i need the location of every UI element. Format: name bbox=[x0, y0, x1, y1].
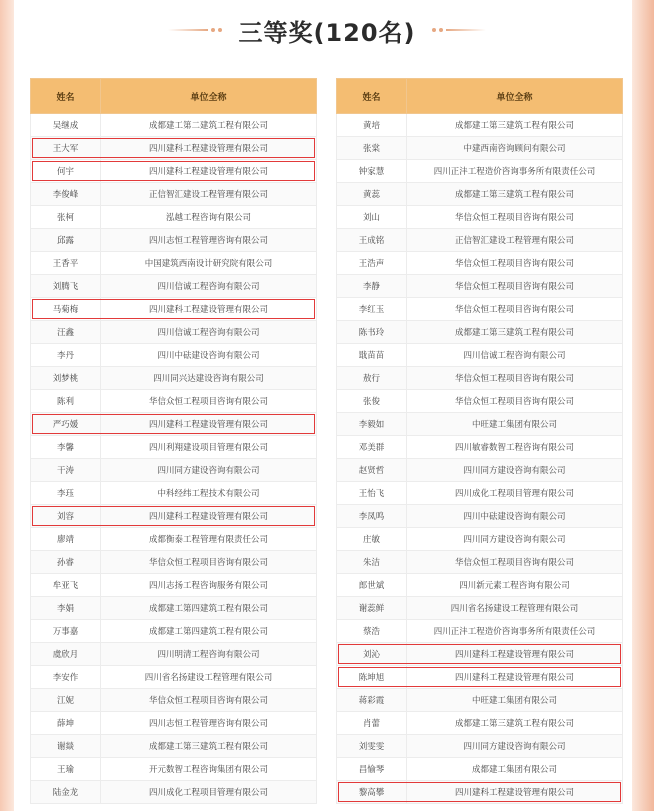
unit-name: 正信智汇建设工程管理有限公司 bbox=[407, 229, 623, 252]
person-name: 张俊 bbox=[337, 390, 407, 413]
person-name: 李俊峰 bbox=[31, 183, 101, 206]
table-row bbox=[337, 689, 623, 712]
column-header-unit: 单位全称 bbox=[101, 79, 317, 114]
table-row bbox=[31, 413, 317, 436]
unit-name: 四川明清工程咨询有限公司 bbox=[101, 643, 317, 666]
table-row bbox=[31, 160, 317, 183]
table-row bbox=[31, 505, 317, 528]
person-name: 戢苗苗 bbox=[337, 344, 407, 367]
unit-name: 成都建工第四建筑工程有限公司 bbox=[101, 620, 317, 643]
person-name: 李静 bbox=[337, 275, 407, 298]
person-name: 薛坤 bbox=[31, 712, 101, 735]
table-row bbox=[31, 344, 317, 367]
person-name: 刘山 bbox=[337, 206, 407, 229]
title-ornament-left bbox=[168, 28, 222, 32]
person-name: 廖靖 bbox=[31, 528, 101, 551]
table-row bbox=[31, 298, 317, 321]
unit-name: 四川中砝建设咨询有限公司 bbox=[407, 505, 623, 528]
unit-name: 四川中砝建设咨询有限公司 bbox=[101, 344, 317, 367]
person-name: 陈坤旭 bbox=[337, 666, 407, 689]
table-row bbox=[337, 505, 623, 528]
table-row bbox=[337, 298, 623, 321]
person-name: 蒋彩霞 bbox=[337, 689, 407, 712]
person-name: 李红玉 bbox=[337, 298, 407, 321]
person-name: 刘容 bbox=[31, 505, 101, 528]
right-table-body bbox=[337, 114, 623, 804]
person-name: 昌愉琴 bbox=[337, 758, 407, 781]
table-row bbox=[31, 689, 317, 712]
table-row bbox=[337, 252, 623, 275]
table-row bbox=[31, 528, 317, 551]
unit-name: 四川成化工程项目管理有限公司 bbox=[407, 482, 623, 505]
unit-name: 华信众恒工程项目咨询有限公司 bbox=[407, 206, 623, 229]
table-row bbox=[31, 666, 317, 689]
unit-name: 成都建工第二建筑工程有限公司 bbox=[101, 114, 317, 137]
person-name: 朱洁 bbox=[337, 551, 407, 574]
table-row bbox=[337, 137, 623, 160]
table-row bbox=[337, 620, 623, 643]
person-name: 王成铭 bbox=[337, 229, 407, 252]
person-name: 钟家慧 bbox=[337, 160, 407, 183]
table-row bbox=[337, 643, 623, 666]
table-row bbox=[337, 735, 623, 758]
unit-name: 华信众恒工程项目咨询有限公司 bbox=[407, 367, 623, 390]
person-name: 黄培 bbox=[337, 114, 407, 137]
unit-name: 四川建科工程建设管理有限公司 bbox=[101, 505, 317, 528]
right-edge-decoration bbox=[632, 0, 654, 811]
unit-name: 四川利翔建设项目管理有限公司 bbox=[101, 436, 317, 459]
left-edge-decoration bbox=[0, 0, 14, 811]
table-row bbox=[337, 275, 623, 298]
person-name: 敖行 bbox=[337, 367, 407, 390]
unit-name: 华信众恒工程项目咨询有限公司 bbox=[407, 390, 623, 413]
unit-name: 中旺建工集团有限公司 bbox=[407, 689, 623, 712]
table-row bbox=[31, 459, 317, 482]
person-name: 肖蕾 bbox=[337, 712, 407, 735]
unit-name: 成都建工第三建筑工程有限公司 bbox=[407, 183, 623, 206]
person-name: 陈书玲 bbox=[337, 321, 407, 344]
unit-name: 四川信诚工程咨询有限公司 bbox=[101, 275, 317, 298]
person-name: 刘梦桃 bbox=[31, 367, 101, 390]
table-row bbox=[31, 206, 317, 229]
unit-name: 成都建工第三建筑工程有限公司 bbox=[407, 114, 623, 137]
unit-name: 中旺建工集团有限公司 bbox=[407, 413, 623, 436]
unit-name: 四川建科工程建设管理有限公司 bbox=[407, 781, 623, 804]
table-row bbox=[337, 666, 623, 689]
person-name: 庄敏 bbox=[337, 528, 407, 551]
right-award-table bbox=[336, 78, 623, 804]
person-name: 虞欣月 bbox=[31, 643, 101, 666]
unit-name: 四川同方建设咨询有限公司 bbox=[407, 735, 623, 758]
person-name: 何宇 bbox=[31, 160, 101, 183]
unit-name: 成都建工第四建筑工程有限公司 bbox=[101, 597, 317, 620]
person-name: 李毅如 bbox=[337, 413, 407, 436]
table-row bbox=[31, 252, 317, 275]
unit-name: 四川同方建设咨询有限公司 bbox=[101, 459, 317, 482]
unit-name: 四川同兴达建设咨询有限公司 bbox=[101, 367, 317, 390]
unit-name: 四川志扬工程咨询服务有限公司 bbox=[101, 574, 317, 597]
unit-name: 四川同方建设咨询有限公司 bbox=[407, 528, 623, 551]
person-name: 李凤鸣 bbox=[337, 505, 407, 528]
left-table-body bbox=[31, 114, 317, 804]
table-row bbox=[31, 183, 317, 206]
unit-name: 四川新元素工程咨询有限公司 bbox=[407, 574, 623, 597]
unit-name: 华信众恒工程项目咨询有限公司 bbox=[101, 551, 317, 574]
person-name: 陈利 bbox=[31, 390, 101, 413]
table-row bbox=[31, 574, 317, 597]
person-name: 李馨 bbox=[31, 436, 101, 459]
unit-name: 四川建科工程建设管理有限公司 bbox=[101, 413, 317, 436]
person-name: 郎世斌 bbox=[337, 574, 407, 597]
table-row bbox=[337, 551, 623, 574]
unit-name: 四川志恒工程管理咨询有限公司 bbox=[101, 712, 317, 735]
unit-name: 成都建工第三建筑工程有限公司 bbox=[101, 735, 317, 758]
person-name: 黄蕊 bbox=[337, 183, 407, 206]
person-name: 孙睿 bbox=[31, 551, 101, 574]
unit-name: 成都衡泰工程管理有限责任公司 bbox=[101, 528, 317, 551]
table-row bbox=[337, 436, 623, 459]
person-name: 吴继成 bbox=[31, 114, 101, 137]
person-name: 干涛 bbox=[31, 459, 101, 482]
table-row bbox=[31, 275, 317, 298]
table-row bbox=[31, 758, 317, 781]
person-name: 马菊梅 bbox=[31, 298, 101, 321]
person-name: 刘雯雯 bbox=[337, 735, 407, 758]
person-name: 陆金龙 bbox=[31, 781, 101, 804]
unit-name: 华信众恒工程项目咨询有限公司 bbox=[407, 551, 623, 574]
table-row bbox=[31, 712, 317, 735]
unit-name: 华信众恒工程项目咨询有限公司 bbox=[407, 275, 623, 298]
unit-name: 四川省名扬建设工程管理有限公司 bbox=[101, 666, 317, 689]
unit-name: 四川信诚工程咨询有限公司 bbox=[407, 344, 623, 367]
unit-name: 四川建科工程建设管理有限公司 bbox=[407, 643, 623, 666]
column-header-name: 姓名 bbox=[31, 79, 101, 114]
unit-name: 四川同方建设咨询有限公司 bbox=[407, 459, 623, 482]
table-row bbox=[31, 321, 317, 344]
unit-name: 华信众恒工程项目咨询有限公司 bbox=[101, 390, 317, 413]
unit-name: 泓越工程咨询有限公司 bbox=[101, 206, 317, 229]
unit-name: 四川信诚工程咨询有限公司 bbox=[101, 321, 317, 344]
unit-name: 中建西南咨询顾问有限公司 bbox=[407, 137, 623, 160]
unit-name: 四川建科工程建设管理有限公司 bbox=[101, 137, 317, 160]
person-name: 蔡浩 bbox=[337, 620, 407, 643]
person-name: 王浩声 bbox=[337, 252, 407, 275]
person-name: 江妮 bbox=[31, 689, 101, 712]
table-row bbox=[337, 758, 623, 781]
person-name: 汪鑫 bbox=[31, 321, 101, 344]
person-name: 王瑜 bbox=[31, 758, 101, 781]
title-ornament-right bbox=[432, 28, 486, 32]
table-row bbox=[337, 459, 623, 482]
unit-name: 华信众恒工程项目咨询有限公司 bbox=[407, 298, 623, 321]
table-row bbox=[337, 781, 623, 804]
person-name: 黎高攀 bbox=[337, 781, 407, 804]
unit-name: 华信众恒工程项目咨询有限公司 bbox=[101, 689, 317, 712]
person-name: 赵贤哲 bbox=[337, 459, 407, 482]
page-title: 三等奖(120名) bbox=[238, 18, 416, 47]
table-row bbox=[31, 229, 317, 252]
table-row bbox=[31, 781, 317, 804]
unit-name: 正信智汇建设工程管理有限公司 bbox=[101, 183, 317, 206]
table-row bbox=[31, 436, 317, 459]
person-name: 张棠 bbox=[337, 137, 407, 160]
person-name: 牟亚飞 bbox=[31, 574, 101, 597]
unit-name: 成都建工第三建筑工程有限公司 bbox=[407, 712, 623, 735]
table-row bbox=[337, 229, 623, 252]
unit-name: 四川建科工程建设管理有限公司 bbox=[101, 160, 317, 183]
person-name: 李珏 bbox=[31, 482, 101, 505]
unit-name: 成都建工集团有限公司 bbox=[407, 758, 623, 781]
unit-name: 四川建科工程建设管理有限公司 bbox=[101, 298, 317, 321]
person-name: 谢蕊鲜 bbox=[337, 597, 407, 620]
unit-name: 四川正沣工程造价咨询事务所有限责任公司 bbox=[407, 160, 623, 183]
title-bar bbox=[0, 8, 654, 52]
table-row bbox=[337, 413, 623, 436]
table-row bbox=[337, 367, 623, 390]
table-row bbox=[337, 114, 623, 137]
person-name: 刘沁 bbox=[337, 643, 407, 666]
table-row bbox=[31, 482, 317, 505]
person-name: 谢燚 bbox=[31, 735, 101, 758]
unit-name: 中科经纬工程技术有限公司 bbox=[101, 482, 317, 505]
unit-name: 开元数智工程咨询集团有限公司 bbox=[101, 758, 317, 781]
left-award-table bbox=[30, 78, 317, 804]
person-name: 李丹 bbox=[31, 344, 101, 367]
table-row bbox=[337, 390, 623, 413]
column-header-name: 姓名 bbox=[337, 79, 407, 114]
person-name: 李安作 bbox=[31, 666, 101, 689]
table-row bbox=[31, 643, 317, 666]
table-row bbox=[31, 735, 317, 758]
person-name: 王香平 bbox=[31, 252, 101, 275]
person-name: 邱露 bbox=[31, 229, 101, 252]
table-row bbox=[31, 137, 317, 160]
table-row bbox=[31, 551, 317, 574]
person-name: 严巧媛 bbox=[31, 413, 101, 436]
table-row bbox=[337, 712, 623, 735]
person-name: 王大军 bbox=[31, 137, 101, 160]
unit-name: 四川成化工程项目管理有限公司 bbox=[101, 781, 317, 804]
person-name: 邓美群 bbox=[337, 436, 407, 459]
person-name: 刘腾飞 bbox=[31, 275, 101, 298]
column-header-unit: 单位全称 bbox=[407, 79, 623, 114]
unit-name: 华信众恒工程项目咨询有限公司 bbox=[407, 252, 623, 275]
unit-name: 四川省名扬建设工程管理有限公司 bbox=[407, 597, 623, 620]
person-name: 李娟 bbox=[31, 597, 101, 620]
unit-name: 成都建工第三建筑工程有限公司 bbox=[407, 321, 623, 344]
table-row bbox=[31, 597, 317, 620]
table-row bbox=[31, 114, 317, 137]
unit-name: 四川建科工程建设管理有限公司 bbox=[407, 666, 623, 689]
unit-name: 四川敏睿数智工程咨询有限公司 bbox=[407, 436, 623, 459]
table-row bbox=[31, 620, 317, 643]
person-name: 万事嘉 bbox=[31, 620, 101, 643]
table-row bbox=[337, 321, 623, 344]
person-name: 张柯 bbox=[31, 206, 101, 229]
table-row bbox=[337, 344, 623, 367]
table-row bbox=[337, 528, 623, 551]
table-row bbox=[31, 390, 317, 413]
table-row bbox=[337, 597, 623, 620]
table-row bbox=[31, 367, 317, 390]
table-row bbox=[337, 574, 623, 597]
unit-name: 四川正沣工程造价咨询事务所有限责任公司 bbox=[407, 620, 623, 643]
table-row bbox=[337, 206, 623, 229]
unit-name: 四川志恒工程管理咨询有限公司 bbox=[101, 229, 317, 252]
table-row bbox=[337, 183, 623, 206]
person-name: 王怡飞 bbox=[337, 482, 407, 505]
table-row bbox=[337, 482, 623, 505]
table-row bbox=[337, 160, 623, 183]
unit-name: 中国建筑西南设计研究院有限公司 bbox=[101, 252, 317, 275]
